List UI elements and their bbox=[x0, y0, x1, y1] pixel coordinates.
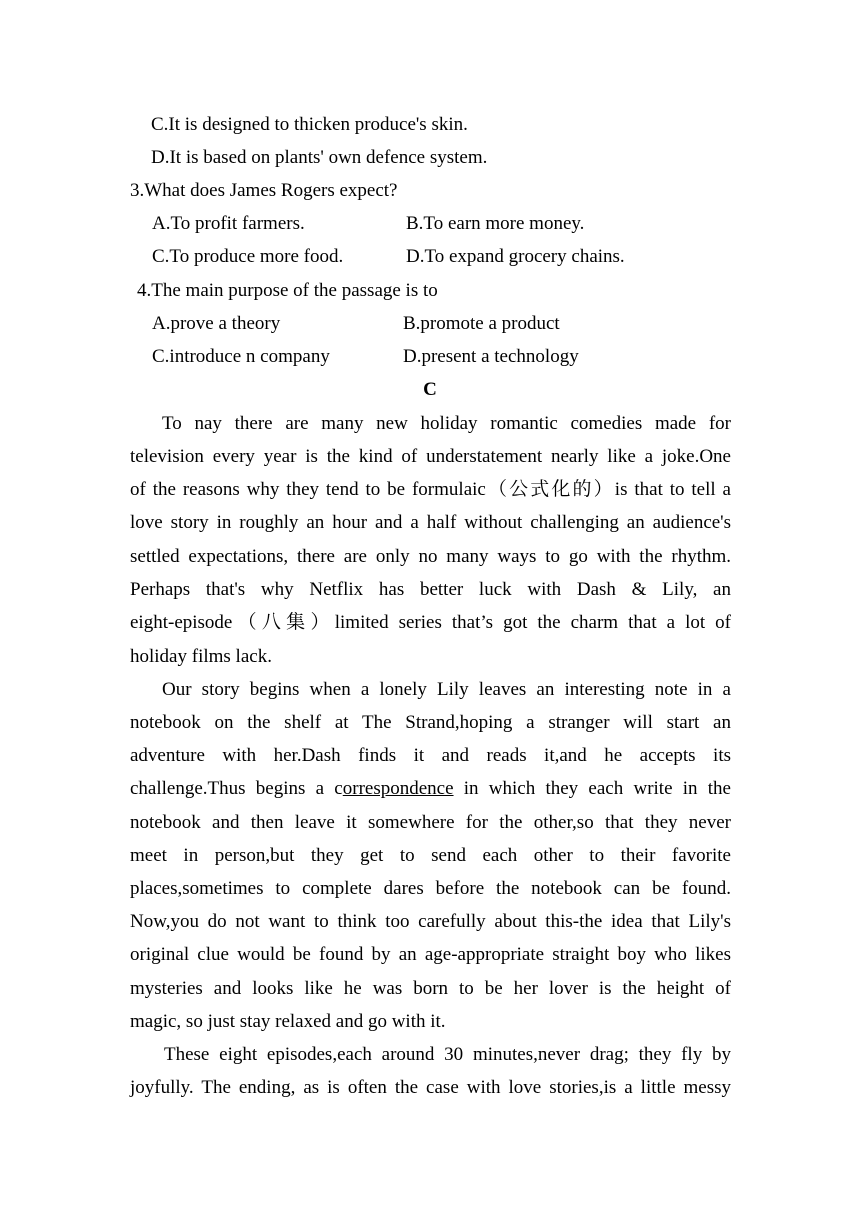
q2-option-d: D.It is based on plants' own defence system. bbox=[151, 147, 488, 168]
q4-options-row-2 bbox=[0, 345, 860, 369]
p1-line-3: of the reasons why they tend to be formulaic（公式化的）is that to tell a bbox=[130, 479, 731, 500]
p2-line-9: original clue would be found by an age-appropriate straight boy who likes bbox=[130, 944, 731, 965]
p1-line-6: Perhaps that's why Netflix has better luck with Dash & Lily, an bbox=[130, 579, 731, 600]
p3-line-1: These eight episodes,each around 30 minutes,never drag; they fly by bbox=[164, 1044, 731, 1065]
p1-line-7: eight-episode（八集）limited series that’s got the charm that a lot of bbox=[130, 612, 731, 633]
p1-line-4: love story in roughly an hour and a half without challenging an audience's bbox=[130, 512, 731, 533]
p2-line-3: adventure with her.Dash finds it and reads it,and he accepts its bbox=[130, 745, 731, 766]
q4-question: 4.The main purpose of the passage is to bbox=[137, 280, 438, 301]
q3-option-c: C.To produce more food. bbox=[152, 246, 344, 267]
q3-options-row-2 bbox=[0, 245, 860, 269]
q4-option-c: C.introduce n company bbox=[152, 346, 330, 367]
p2-line-7: places,sometimes to complete dares before the notebook can be found. bbox=[130, 878, 731, 899]
p1-line-1: To nay there are many new holiday romantic comedies made for bbox=[162, 413, 731, 434]
q3-option-d: D.To expand grocery chains. bbox=[406, 246, 625, 267]
p2-line-5: notebook and then leave it somewhere for the other,so that they never bbox=[130, 812, 731, 833]
p2-line-8: Now,you do not want to think too carefully about this-the idea that Lily's bbox=[130, 911, 731, 932]
p2-line-4 bbox=[130, 777, 731, 801]
p3-line-2: joyfully. The ending, as is often the case with love stories,is a little messy bbox=[130, 1077, 731, 1098]
p2-line-1: Our story begins when a lonely Lily leaves an interesting note in a bbox=[162, 679, 731, 700]
p2-line-6: meet in person,but they get to send each other to their favorite bbox=[130, 845, 731, 866]
q4-options-row-1 bbox=[0, 312, 860, 336]
q3-option-b: B.To earn more money. bbox=[406, 213, 585, 234]
p1-line-5: settled expectations, there are only no many ways to go with the rhythm. bbox=[130, 546, 731, 567]
q2-option-c: C.It is designed to thicken produce's skin. bbox=[151, 114, 468, 135]
p2-line-4-after: in which they each write in the bbox=[453, 778, 731, 799]
p2-line-10: mysteries and looks like he was born to be her lover is the height of bbox=[130, 978, 731, 999]
p2-line-4-before: challenge.Thus begins a c bbox=[130, 778, 343, 799]
p2-line-11: magic, so just stay relaxed and go with it. bbox=[130, 1011, 446, 1032]
q3-option-a: A.To profit farmers. bbox=[152, 213, 305, 234]
section-title: C bbox=[423, 379, 437, 400]
p1-line-8: holiday films lack. bbox=[130, 646, 272, 667]
p1-line-2: television every year is the kind of understatement nearly like a joke.One bbox=[130, 446, 731, 467]
q3-options-row-1 bbox=[0, 212, 860, 236]
underlined-word-correspondence: orrespondence bbox=[342, 778, 454, 799]
q4-option-a: A.prove a theory bbox=[152, 313, 281, 334]
q4-option-d: D.present a technology bbox=[403, 346, 579, 367]
p2-line-2: notebook on the shelf at The Strand,hoping a stranger will start an bbox=[130, 712, 731, 733]
q4-option-b: B.promote a product bbox=[403, 313, 560, 334]
q3-question: 3.What does James Rogers expect? bbox=[130, 180, 398, 201]
